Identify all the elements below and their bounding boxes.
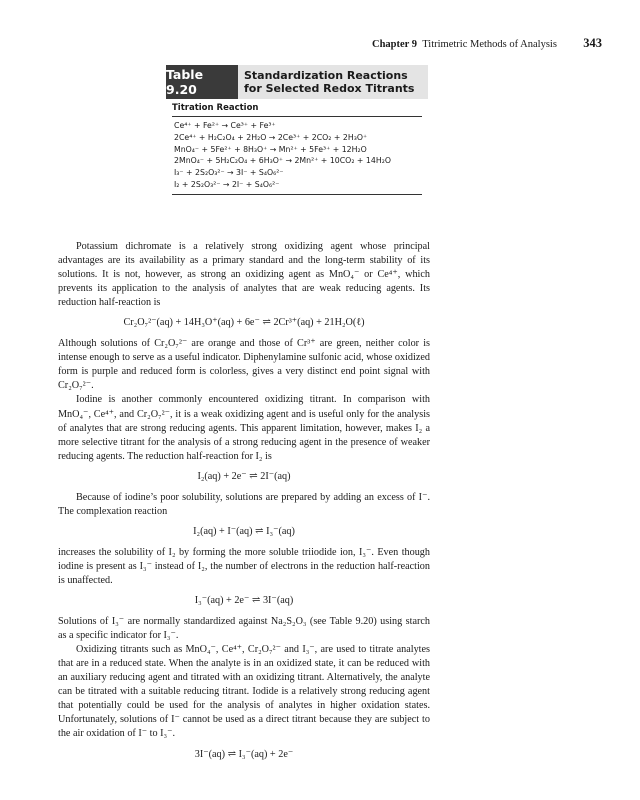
reaction-row: I₂ + 2S₂O₃²⁻ → 2I⁻ + S₄O₆²⁻ <box>174 179 280 189</box>
table-column-header: Titration Reaction <box>172 103 422 117</box>
reaction-row: Ce⁴⁺ + Fe²⁺ → Ce³⁺ + Fe³⁺ <box>174 121 276 130</box>
table-9-20 <box>166 65 428 195</box>
paragraph-dichromate-indicator: Although solutions of Cr₂O₇²⁻ are orange and those of Cr³⁺ are green, neither color is intense enough to serve as a useful indicator. Diphenylamine sulfonic acid, whose oxidized form is purple and reduced form is colorless, gives a very distinct end point signal with Cr₂O₇²⁻. <box>58 338 430 392</box>
running-head <box>372 36 602 51</box>
equation-triiodide-reduction: I₃⁻(aq) + 2e⁻ ⇌ 3I⁻(aq) <box>194 595 294 607</box>
table-bottom-rule <box>172 194 422 195</box>
reaction-row: MnO₄⁻ + 5Fe²⁺ + 8H₃O⁺ → Mn²⁺ + 5Fe³⁺ + 12H₂O <box>174 144 367 154</box>
reaction-row: I₃⁻ + 2S₂O₃²⁻ → 3I⁻ + S₄O₆²⁻ <box>174 168 284 178</box>
chapter-title: Titrimetric Methods of Analysis <box>422 39 557 50</box>
equation-dichromate-reduction: Cr₂O₇²⁻(aq) + 14H₃O⁺(aq) + 6e⁻ ⇌ 2Cr³⁺(aq) + 21H₂O(ℓ) <box>123 317 365 329</box>
table-header <box>166 65 428 99</box>
paragraph-reducing-titrants: Oxidizing titrants such as MnO₄⁻, Ce⁴⁺, Cr₂O₇²⁻ and I₃⁻, are used to titrate analytes that are in a reduced state. When the analyte is in an oxidized state, it can be reduced with an auxiliary reducing agent and titrated with an oxidizing titrant. Alternatively, the analyte can be titrated with a suitable reducing titrant. Iodide is a relatively strong reducing agent that potentially could be used for the analysis of analytes in higher oxidation states. Unfortunately, solutions of I⁻ cannot be used as a direct titrant because they are subject to the air oxidation of I⁻ to I₃⁻. <box>58 644 430 740</box>
reaction-list <box>174 120 428 191</box>
paragraph-dichromate: Potassium dichromate is a relatively strong oxidizing agent whose principal advantages are its availability as a primary standard and the long-term stability of its solutions. It is not, however, as strong an oxidizing agent as MnO₄⁻ or Ce⁴⁺, which prevents its application to the analysis of analytes that are weak reducing agents. Its reduction half-reaction is <box>58 241 430 309</box>
reaction-row: 2Ce⁴⁺ + H₂C₂O₄ + 2H₂O → 2Ce³⁺ + 2CO₂ + 2H₃O⁺ <box>174 132 368 142</box>
paragraph-iodine-solubility: Because of iodine’s poor solubility, solutions are prepared by adding an excess of I⁻. The complexation reaction <box>58 491 430 517</box>
equation-triiodide-complexation: I₂(aq) + I⁻(aq) ⇌ I₃⁻(aq) <box>193 525 295 537</box>
table-label: Table 9.20 <box>166 65 238 99</box>
running-head-chapter <box>372 39 557 50</box>
equation-iodide-oxidation: 3I⁻(aq) ⇌ I₃⁻(aq) + 2e⁻ <box>194 748 294 760</box>
equation-iodine-reduction: I₂(aq) + 2e⁻ ⇌ 2I⁻(aq) <box>197 470 291 482</box>
paragraph-standardization: Solutions of I₃⁻ are normally standardized against Na₂S₂O₃ (see Table 9.20) using starch as a specific indicator for I₃⁻. <box>58 616 430 642</box>
table-title: Standardization Reactions for Selected Redox Titrants <box>238 65 428 99</box>
chapter-number: Chapter 9 <box>372 39 418 50</box>
paragraph-iodine: Iodine is another commonly encountered oxidizing titrant. In comparison with MnO₄⁻, Ce⁴⁺, and Cr₂O₇²⁻, it is a weak oxidizing agent and is useful only for the analysis of analytes that are strong reducing agents. This apparent limitation, however, makes I₂ a more selective titrant for the analysis of a strong reducing agent in the presence of weaker reducing agents. The reduction half-reaction for I₂ is <box>58 394 430 462</box>
page-number: 343 <box>583 36 602 50</box>
paragraph-triiodide: increases the solubility of I₂ by forming the more soluble triiodide ion, I₃⁻. Even though iodine is present as I₃⁻ instead of I₂, the number of electrons in the reduction half-reaction is unaffected. <box>58 546 430 586</box>
reaction-row: 2MnO₄⁻ + 5H₂C₂O₄ + 6H₃O⁺ → 2Mn²⁺ + 10CO₂ + 14H₂O <box>174 156 391 166</box>
body-text <box>58 240 430 769</box>
table-body <box>166 103 428 195</box>
